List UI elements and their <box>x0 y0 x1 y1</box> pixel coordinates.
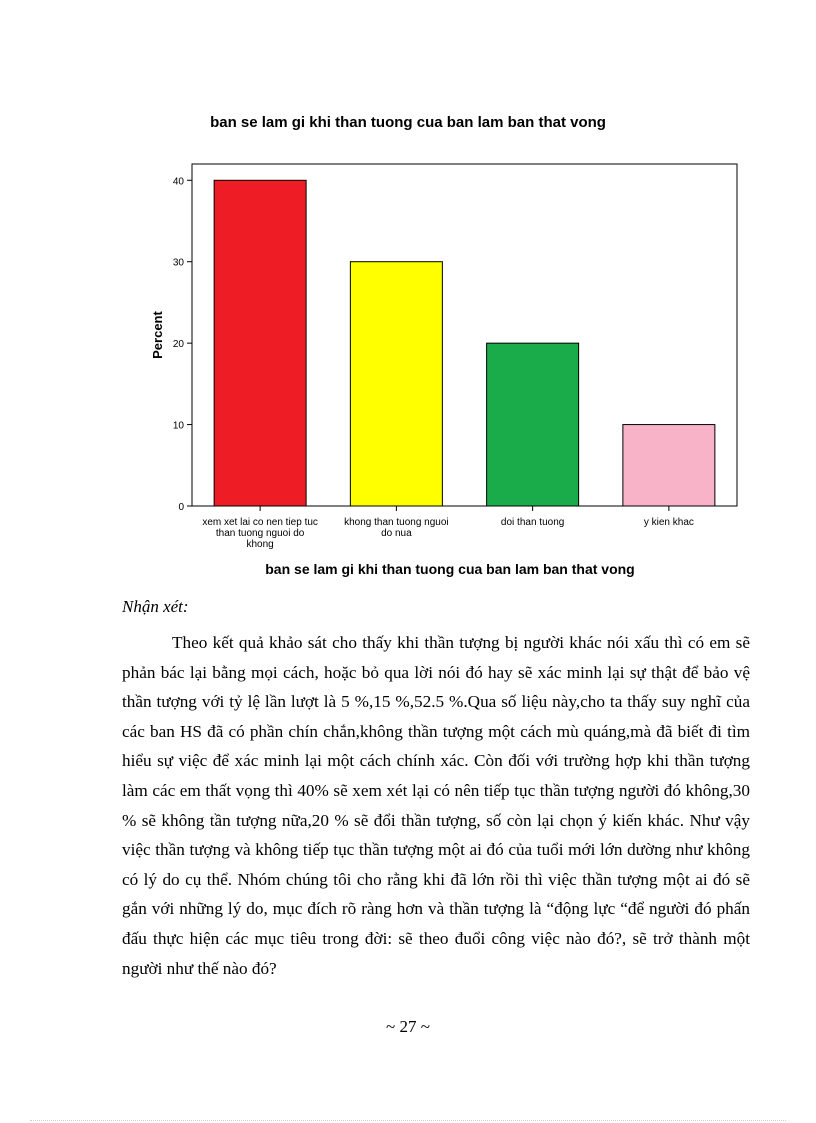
bar-1 <box>214 180 306 506</box>
x-tick-label: xem xet lai co nen tiep tuc <box>202 517 318 528</box>
page-bottom-rule <box>30 1120 786 1121</box>
y-tick-label: 20 <box>172 339 184 351</box>
x-tick-label: doi than tuong <box>500 517 565 528</box>
y-tick-label: 10 <box>172 420 184 432</box>
section-heading: Nhận xét: <box>122 597 189 616</box>
body-paragraph: Theo kết quả khảo sát cho thấy khi thần tượng bị người khác nói xấu thì có em sẽ phản bác lại bằng mọi cách, hoặc bỏ qua lời nói đó hay sẽ xác minh lại sự thật để bảo vệ thần tượng với tỷ lệ lần lượt là 5 %,15 %,52.5 %.Qua số liệu này,cho ta thấy suy nghĩ của các ban HS đã có phần chín chắn,không thần tượng một cách mù quáng,mà đã biết đi tìm hiểu sự việc để xác minh lại một cách chính xác. Còn đối với trường hợp khi thần tượng làm các em thất vọng thì 40% sẽ xem xét lại có nên tiếp tục thần tượng người đó không,30 % sẽ không tần tượng nữa,20 % sẽ đổi thần tượng, số còn lại chọn ý kiến khác. Như vậy việc thần tượng và không tiếp tục thần tượng một ai đó của tuổi mới lớn dường như không có lý do cụ thể. Nhóm chúng tôi cho rằng khi đã lớn rồi thì việc thần tượng một ai đó sẽ gắn với những lý do, mục đích rõ ràng hơn và thần tượng là “động lực “để người đó phấn đấu thực hiện các mục tiêu trong đời: sẽ theo đuổi công việc nào đó?, sẽ trở thành một người như thế nào đó? <box>122 633 750 978</box>
y-tick-label: 40 <box>172 176 184 188</box>
bar-2 <box>350 262 442 506</box>
x-tick-label: do nua <box>381 528 412 539</box>
y-tick-label: 30 <box>172 257 184 269</box>
bar-4 <box>623 425 715 506</box>
x-tick-label: y kien khac <box>643 517 694 528</box>
x-tick-label: than tuong nguoi do <box>215 528 305 539</box>
x-tick-label: khong <box>246 539 274 550</box>
x-tick-label: khong than tuong nguoi <box>344 517 449 528</box>
x-axis-title: ban se lam gi khi than tuong cua ban lam ban that vong <box>265 561 635 577</box>
y-tick-label: 0 <box>178 502 184 513</box>
bar-3 <box>487 343 579 506</box>
page-number: ~ 27 ~ <box>386 1017 430 1036</box>
y-axis-label: Percent <box>150 311 165 359</box>
chart-title: ban se lam gi khi than tuong cua ban lam ban that vong <box>210 114 606 131</box>
